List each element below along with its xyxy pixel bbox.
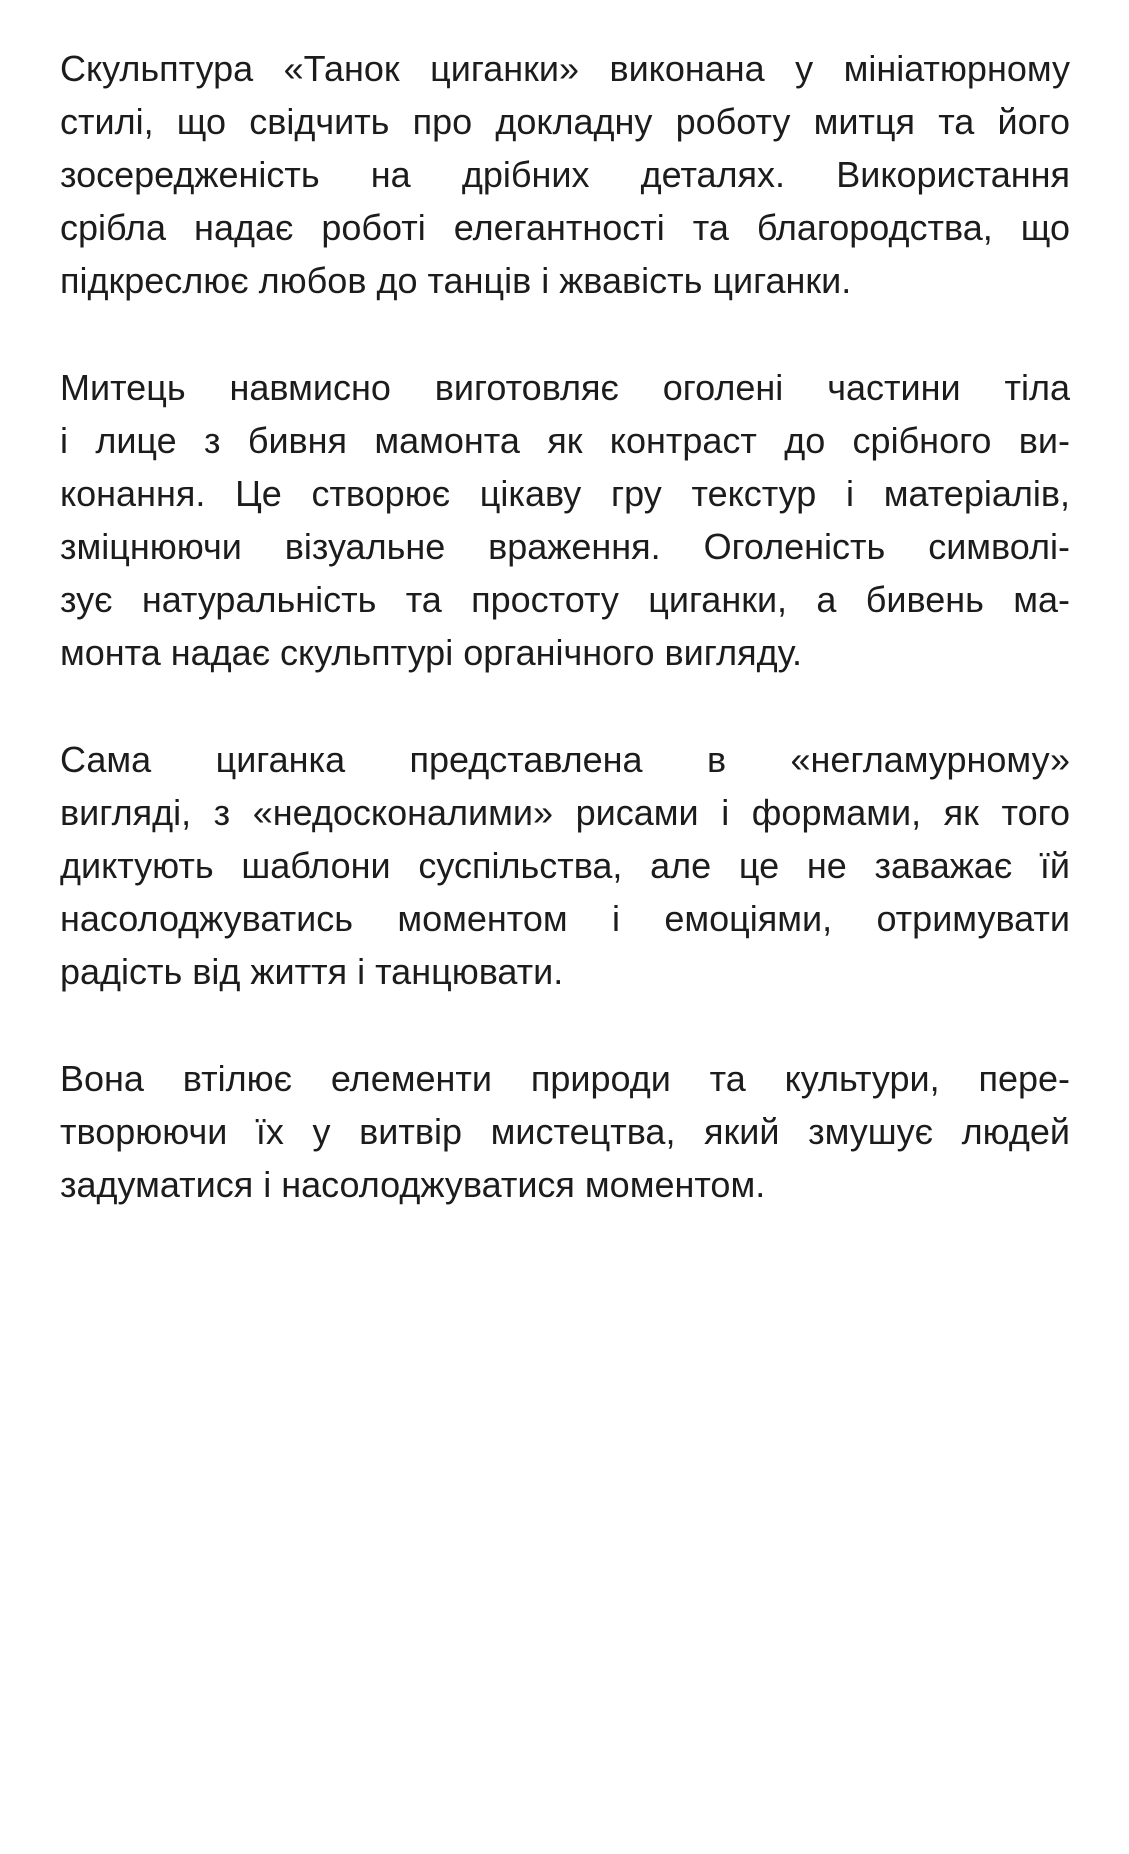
text-line: зує натуральність та простоту циганки, а бивень ма- <box>60 579 1070 620</box>
text-line: творюючи їх у витвір мистецтва, який змушує людей <box>60 1111 1070 1152</box>
text-line: радість від життя і танцювати. <box>60 951 564 992</box>
paragraph-3 <box>60 733 1070 998</box>
text-line: Сама циганка представлена в «негламурному» <box>60 739 1070 780</box>
text-line: підкреслює любов до танців і жвавість циганки. <box>60 260 852 301</box>
paragraph-4 <box>60 1052 1070 1211</box>
text-line: стилі, що свідчить про докладну роботу митця та його <box>60 101 1070 142</box>
article-body <box>60 42 1070 1265</box>
text-line: вигляді, з «недосконалими» рисами і формами, як того <box>60 792 1070 833</box>
text-line: Митець навмисно виготовляє оголені частини тіла <box>60 367 1070 408</box>
text-line: і лице з бивня мамонта як контраст до срібного ви- <box>60 420 1070 461</box>
text-line: монта надає скульптурі органічного вигляду. <box>60 632 802 673</box>
text-line: конання. Це створює цікаву гру текстур і матеріалів, <box>60 473 1070 514</box>
text-line: диктують шаблони суспільства, але це не заважає їй <box>60 845 1070 886</box>
text-line: Вона втілює елементи природи та культури, пере- <box>60 1058 1070 1099</box>
text-line: срібла надає роботі елегантності та благородства, що <box>60 207 1070 248</box>
paragraph-1 <box>60 42 1070 307</box>
text-line: задуматися і насолоджуватися моментом. <box>60 1164 766 1205</box>
text-line: зосередженість на дрібних деталях. Використання <box>60 154 1070 195</box>
paragraph-2 <box>60 361 1070 679</box>
text-line: Скульптура «Танок циганки» виконана у мініатюрному <box>60 48 1070 89</box>
text-line: насолоджуватись моментом і емоціями, отримувати <box>60 898 1070 939</box>
text-line: зміцнюючи візуальне враження. Оголеність символі- <box>60 526 1070 567</box>
